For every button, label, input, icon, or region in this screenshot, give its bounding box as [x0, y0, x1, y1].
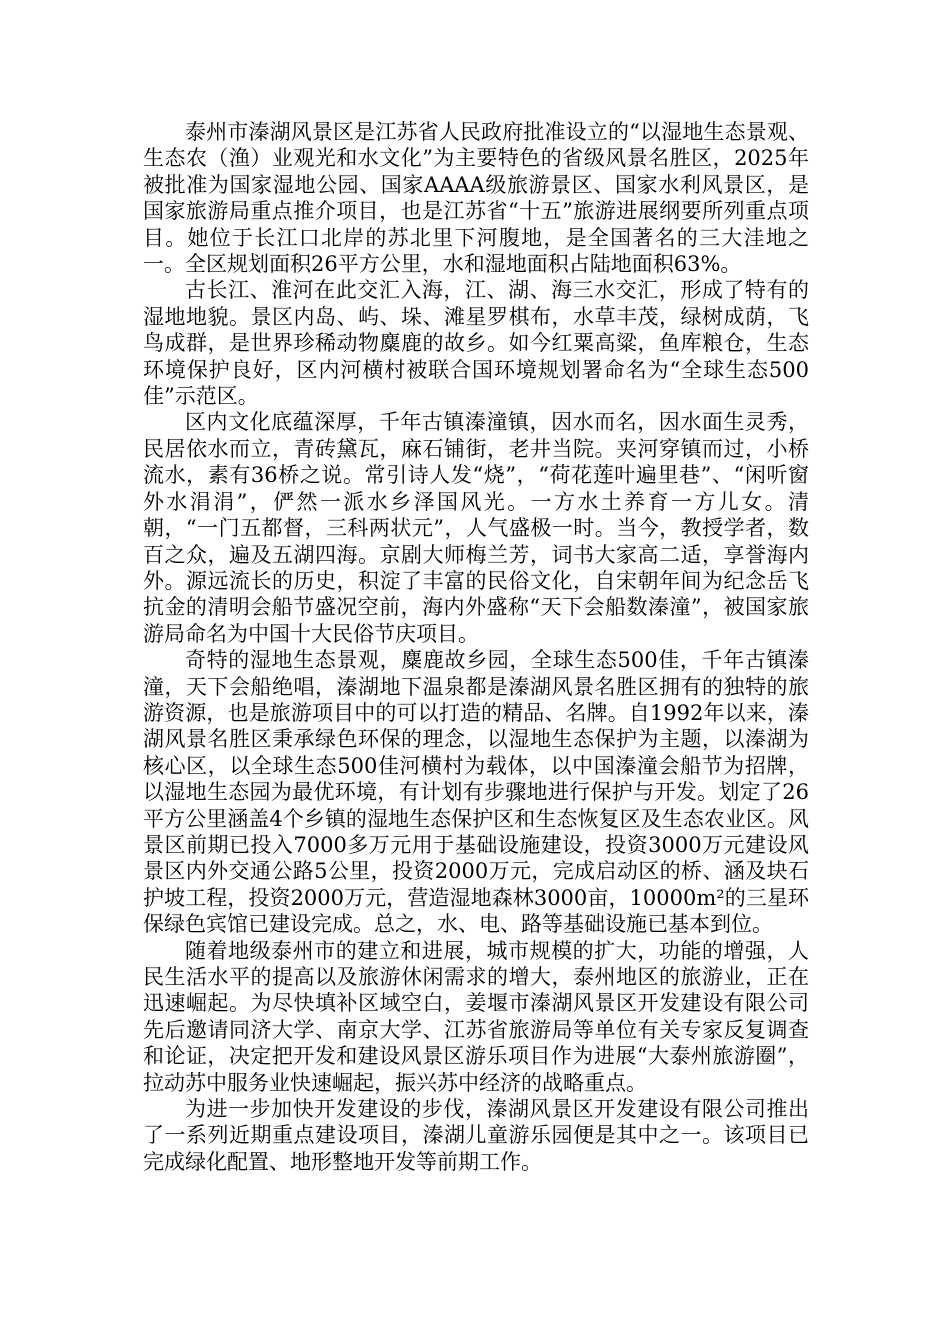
paragraph-culture: 区内文化底蕴深厚，千年古镇溱潼镇，因水而名，因水面生灵秀，民居依水而立，青砖黛瓦，麻石铺街，老井当院。夹河穿镇而过，小桥流水，素有36桥之说。常引诗人发“烧”，“荷花莲叶遍里巷”、“闲听窗外水涓涓”，俨然一派水乡泽国风光。一方水土养育一方儿女。清朝，“一门五都督，三科两状元”，人气盛极一时。当今，教授学者，数百之众，遍及五湖四海。京剧大师梅兰芳，词书大家高二适，享誉海内外。源远流长的历史，积淀了丰富的民俗文化，自宋朝年间为纪念岳飞抗金的清明会船节盛况空前，海内外盛称“天下会船数溱潼”，被国家旅游局命名为中国十大民俗节庆项目。 — [143, 410, 809, 646]
paragraph-overview: 泰州市溱湖风景区是江苏省人民政府批准设立的“以湿地生态景观、生态农（渔）业观光和水文化”为主要特色的省级风景名胜区，2025年被批准为国家湿地公园、国家AAAA级旅游景区、国家水利风景区，是国家旅游局重点推介项目，也是江苏省“十五”旅游进展纲要所列重点项目。她位于长江口北岸的苏北里下河腹地，是全国著名的三大洼地之一。全区规划面积26平方公里，水和湿地面积占陆地面积63%。 — [143, 120, 809, 277]
paragraph-resources: 奇特的湿地生态景观，麋鹿故乡园，全球生态500佳，千年古镇溱潼，天下会船绝唱，溱湖地下温泉都是溱湖风景名胜区拥有的独特的旅游资源，也是旅游项目中的可以打造的精品、名牌。自1992年以来，溱湖风景名胜区秉承绿色环保的理念，以湿地生态保护为主题，以溱湖为核心区，以全球生态500佳河横村为载体，以中国溱潼会船节为招牌，以湿地生态园为最优环境，有计划有步骤地进行保护与开发。划定了26平方公里涵盖4个乡镇的湿地生态保护区和生态恢复区及生态农业区。风景区前期已投入7000多万元用于基础设施建设，投资3000万元建设风景区内外交通公路5公里，投资2000万元，完成启动区的桥、涵及块石护坡工程，投资2000万元，营造湿地森林3000亩，10000m²的三星环保绿色宾馆已建设完成。总之，水、电、路等基础设施已基本到位。 — [143, 648, 809, 937]
paragraph-development: 随着地级泰州市的建立和进展，城市规模的扩大，功能的增强，人民生活水平的提高以及旅游休闲需求的增大，泰州地区的旅游业，正在迅速崛起。为尽快填补区域空白，姜堰市溱湖风景区开发建设有限公司先后邀请同济大学、南京大学、江苏省旅游局等单位有关专家反复调查和论证，决定把开发和建设风景区游乐项目作为进展“大泰州旅游圈”，拉动苏中服务业快速崛起，振兴苏中经济的战略重点。 — [143, 938, 809, 1095]
paragraph-projects: 为进一步加快开发建设的步伐，溱湖风景区开发建设有限公司推出了一系列近期重点建设项目，溱湖儿童游乐园便是其中之一。该项目已完成绿化配置、地形整地开发等前期工作。 — [143, 1097, 809, 1174]
paragraph-landform: 古长江、淮河在此交汇入海，江、湖、海三水交汇，形成了特有的湿地地貌。景区内岛、屿、垛、滩星罗棋布，水草丰茂，绿树成荫，飞鸟成群，是世界珍稀动物麋鹿的故乡。如今红粟高粱，鱼库粮仓，生态环境保护良好，区内河横村被联合国环境规划署命名为“全球生态500佳”示范区。 — [143, 278, 809, 409]
document-body — [143, 119, 809, 1175]
